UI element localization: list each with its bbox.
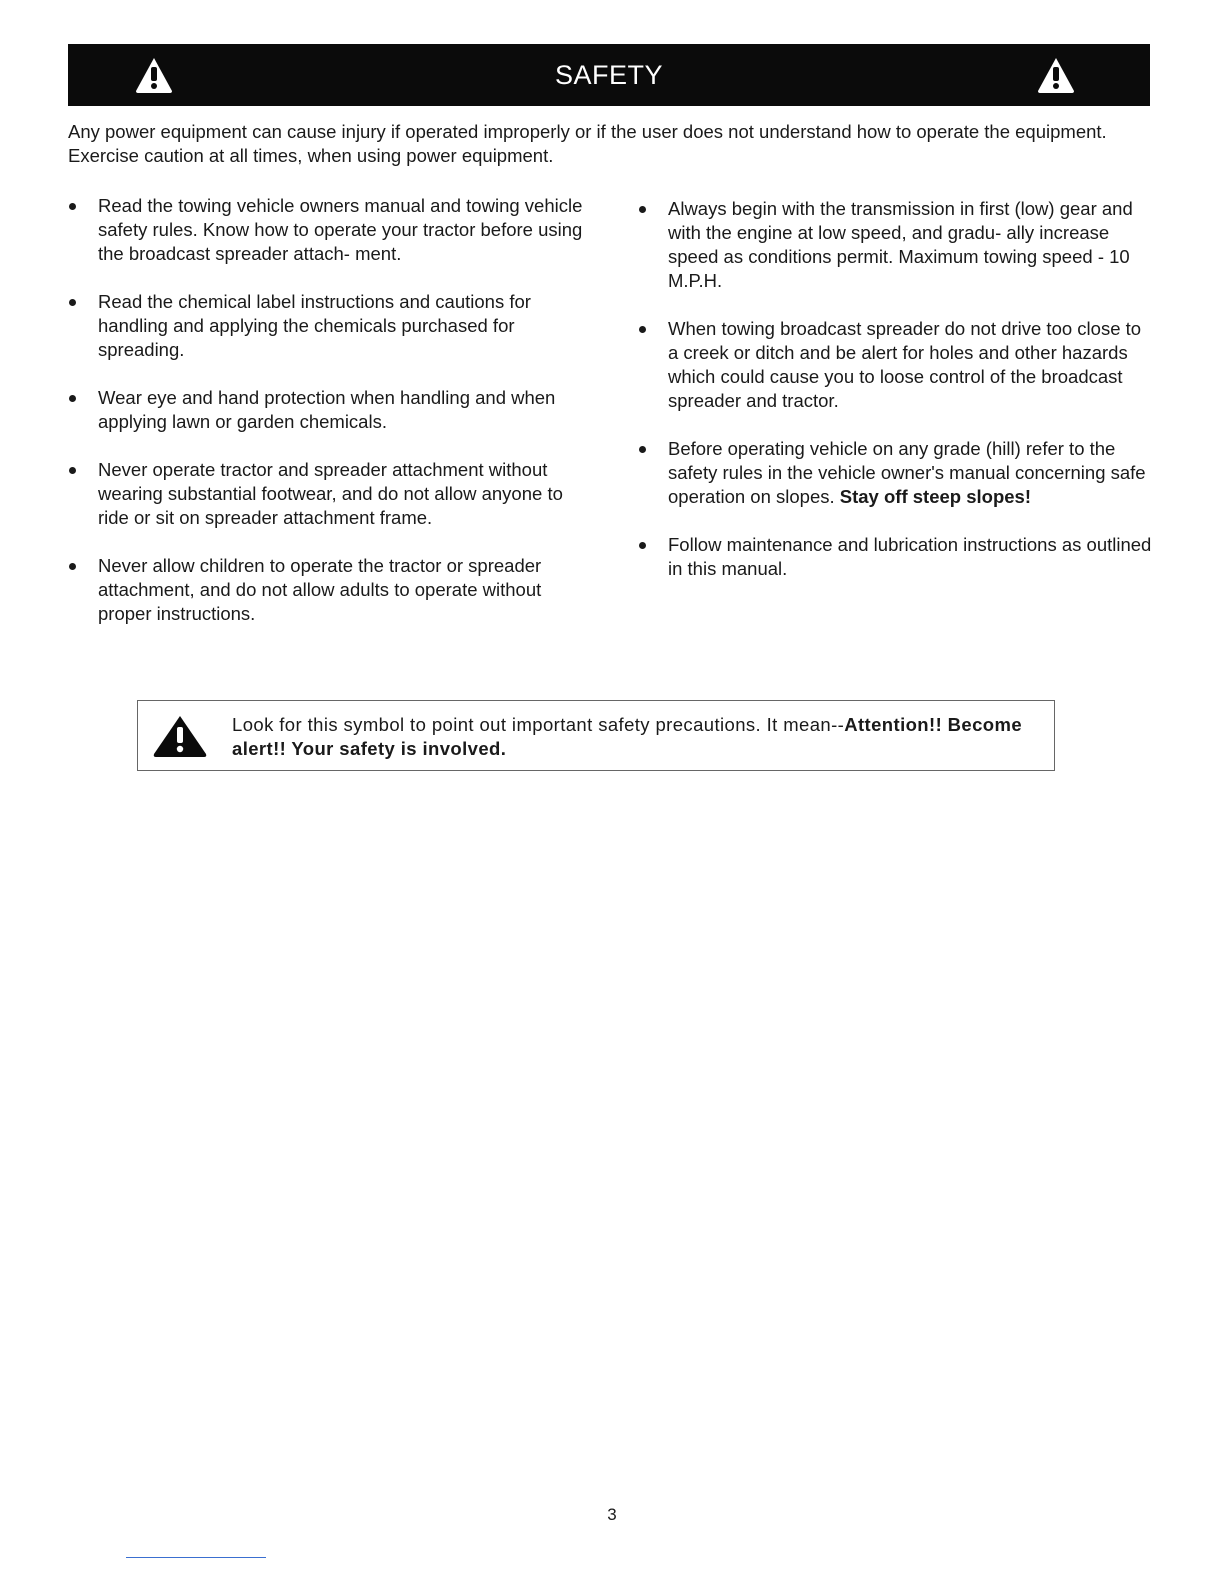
bullet-icon [69, 203, 76, 210]
page-title: SAFETY [554, 60, 664, 90]
page-number: 3 [607, 1505, 617, 1524]
safety-banner [68, 44, 1150, 106]
notice-text [232, 713, 1052, 761]
list-item [634, 437, 1154, 509]
list-item [64, 386, 584, 434]
safety-rules-right-column [634, 197, 1154, 605]
list-item-text: Never operate tractor and spreader attachment without wearing substantial footwear, and do not allow anyone to ride or sit on spreader attachment frame. [98, 459, 563, 528]
list-item-text: Before operating vehicle on any grade (hill) refer to the safety rules in the vehicle owner's manual concerning safe operation on slopes. [668, 438, 1146, 507]
safety-rules-left-column [64, 194, 584, 650]
bullet-icon [69, 467, 76, 474]
bullet-icon [639, 206, 646, 213]
list-item-text: Follow maintenance and lubrication instructions as outlined in this manual. [668, 534, 1152, 579]
intro-paragraph: Any power equipment can cause injury if operated improperly or if the user does not understand how to operate the equipment. Exercise caution at all times, when using power equipment. [68, 121, 1107, 166]
bullet-icon [639, 542, 646, 549]
list-item [634, 197, 1154, 293]
list-item [64, 290, 584, 362]
warning-triangle-icon [152, 714, 208, 758]
list-item-text: Never allow children to operate the tractor or spreader attachment, and do not allow adults to operate without proper instructions. [98, 555, 542, 624]
bullet-icon [69, 563, 76, 570]
list-item-emphasis: Stay off steep slopes! [839, 486, 1031, 507]
warning-triangle-icon [1036, 56, 1076, 94]
list-item [634, 533, 1154, 581]
list-item-text: Always begin with the transmission in first (low) gear and with the engine at low speed, and gradu- ally increase speed as conditions permit. Maximum towing speed - 10 M.P.H. [668, 198, 1133, 291]
list-item-text: Read the towing vehicle owners manual and towing vehicle safety rules. Know how to operate your tractor before using the broadcast spreader attach- ment. [98, 195, 583, 264]
list-item [634, 317, 1154, 413]
list-item [64, 458, 584, 530]
list-item-text: Wear eye and hand protection when handling and when applying lawn or garden chemicals. [98, 387, 556, 432]
bullet-icon [69, 395, 76, 402]
list-item [64, 554, 584, 626]
notice-emphasis: Attention!! Become alert!! Your safety is involved. [232, 714, 1023, 759]
bullet-icon [639, 446, 646, 453]
notice-body: Look for this symbol to point out important safety precautions. It mean-- [232, 714, 845, 735]
bullet-icon [69, 299, 76, 306]
bullet-icon [639, 326, 646, 333]
list-item [64, 194, 584, 266]
safety-symbol-notice [137, 700, 1055, 771]
list-item-text: Read the chemical label instructions and cautions for handling and applying the chemicals purchased for spreading. [98, 291, 531, 360]
list-item-text: When towing broadcast spreader do not drive too close to a creek or ditch and be alert for holes and other hazards which could cause you to loose control of the broadcast spreader and tractor. [668, 318, 1142, 411]
footer-divider [126, 1557, 266, 1558]
